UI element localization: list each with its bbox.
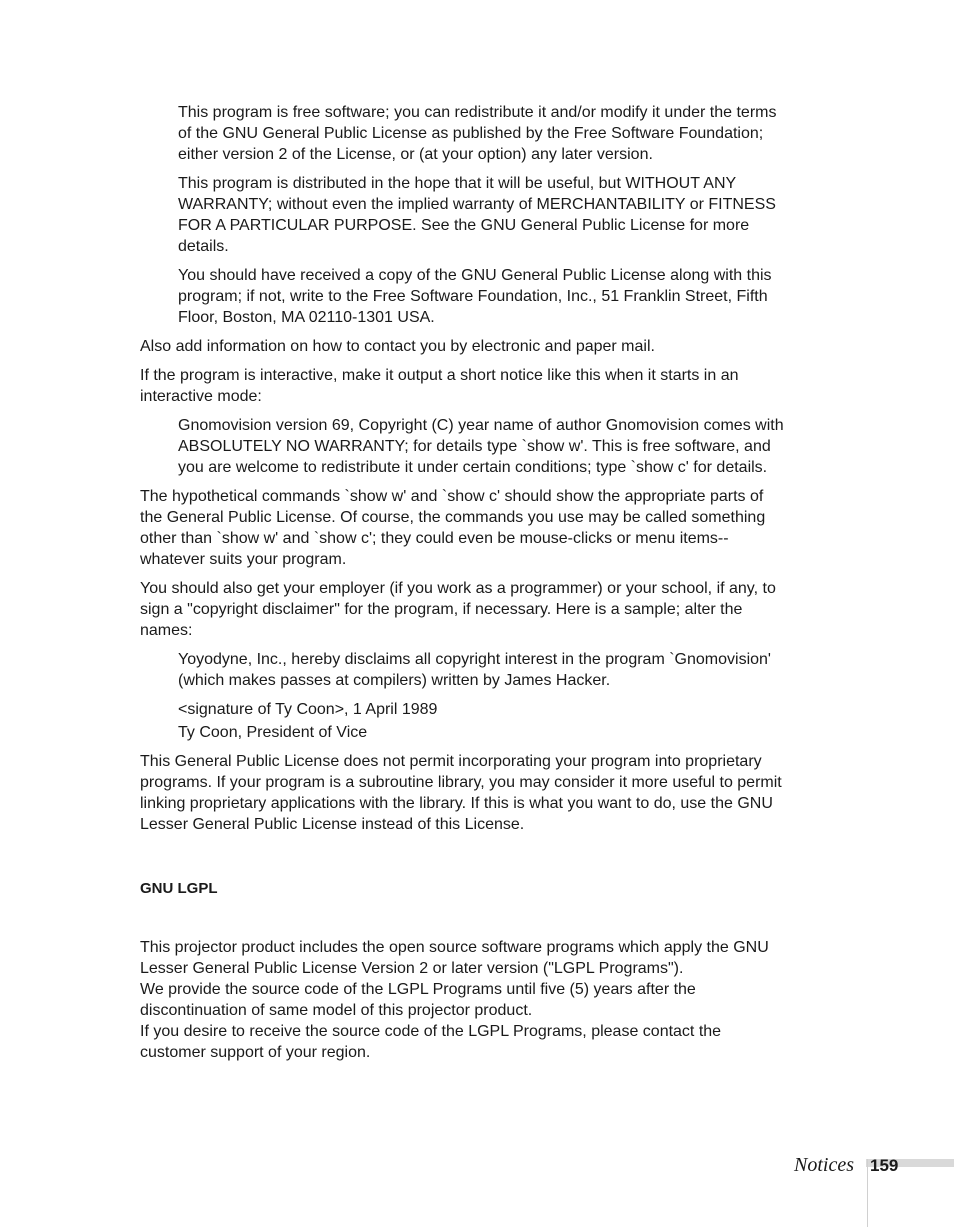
hypothetical-commands-paragraph: The hypothetical commands `show w' and `show c' should show the appropriate parts of the General Public License. Of course, the commands you use may be called something other than `show w' and `show c'; they could even be mouse-clicks or menu items--whatever suits your program. [140, 488, 766, 568]
copy-received-paragraph: You should have received a copy of the GNU General Public License along with this program; if not, write to the Free Software Foundation, Inc., 51 Franklin Street, Fifth Floor, Boston, MA 02110-1301 USA. [178, 267, 772, 326]
contact-info-paragraph: Also add information on how to contact you by electronic and paper mail. [140, 338, 655, 355]
footer-rule [867, 1159, 868, 1227]
gnomovision-notice-paragraph: Gnomovision version 69, Copyright (C) year name of author Gnomovision comes with ABSOLUTELY NO WARRANTY; for details type `show w'. This is free software, and you are welcome to redistribute it under certain conditions; type `show c' for details. [178, 417, 784, 476]
proprietary-programs-paragraph: This General Public License does not permit incorporating your program into proprietary programs. If your program is a subroutine library, you may consider it more useful to permit linking proprietary applications with the library. If this is what you want to do, use the GNU Lesser General Public License instead of this License. [140, 753, 782, 833]
yoyodyne-disclaimer-paragraph: Yoyodyne, Inc., hereby disclaims all copyright interest in the program `Gnomovision' (which makes passes at compilers) written by James Hacker. [178, 651, 771, 689]
page-content [140, 102, 788, 1063]
signatory-line: Ty Coon, President of Vice [178, 724, 368, 741]
footer-section-label: Notices [794, 1154, 854, 1176]
lgpl-source-paragraph: We provide the source code of the LGPL Programs until five (5) years after the discontinuation of same model of this projector product. [140, 981, 696, 1019]
signature-line: <signature of Ty Coon>, 1 April 1989 [178, 701, 438, 718]
interactive-mode-paragraph: If the program is interactive, make it output a short notice like this when it starts in an interactive mode: [140, 367, 739, 405]
warranty-paragraph: This program is distributed in the hope that it will be useful, but WITHOUT ANY WARRANTY; without even the implied warranty of MERCHANTABILITY or FITNESS FOR A PARTICULAR PURPOSE. See the GNU General Public License for more details. [178, 175, 776, 255]
lgpl-contact-paragraph: If you desire to receive the source code of the LGPL Programs, please contact the customer support of your region. [140, 1023, 722, 1061]
section-heading-gnu-lgpl: GNU LGPL [140, 880, 218, 897]
page-number: 159 [870, 1156, 899, 1175]
employer-disclaimer-paragraph: You should also get your employer (if you work as a programmer) or your school, if any, to sign a "copyright disclaimer" for the program, if necessary. Here is a sample; alter the names: [140, 580, 776, 639]
license-notice-paragraph: This program is free software; you can redistribute it and/or modify it under the terms of the GNU General Public License as published by the Free Software Foundation; either version 2 of the License, or (at your option) any later version. [178, 104, 777, 163]
lgpl-includes-paragraph: This projector product includes the open source software programs which apply the GNU Lesser General Public License Version 2 or later version ("LGPL Programs"). [140, 939, 769, 977]
